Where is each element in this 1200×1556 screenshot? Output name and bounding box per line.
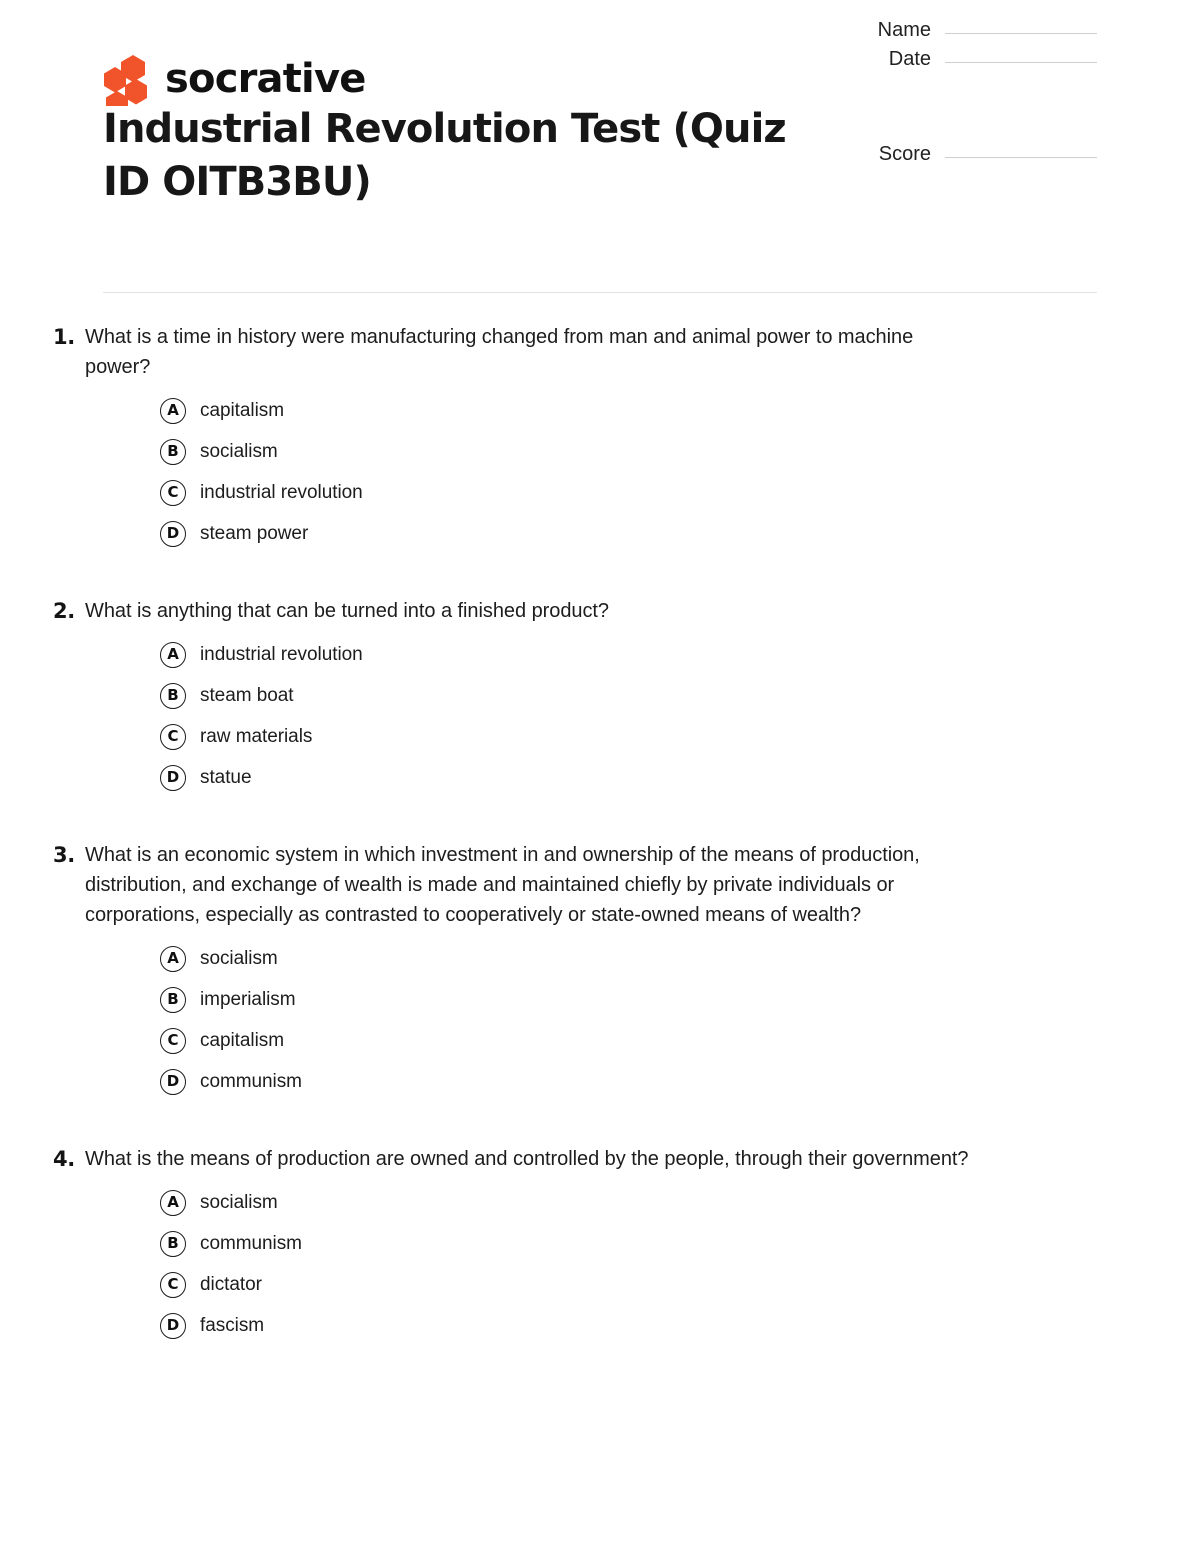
answer-option[interactable]: [0, 1223, 1097, 1264]
answer-bubble[interactable]: A: [160, 946, 186, 972]
name-field-row: [847, 20, 1097, 49]
answer-bubble[interactable]: B: [160, 439, 186, 465]
answer-text: socialism: [200, 1191, 278, 1213]
question-block: [0, 840, 1097, 1102]
answer-bubble[interactable]: B: [160, 1231, 186, 1257]
question-text: What is the means of production are owned and controlled by the people, through their government?: [85, 1148, 969, 1170]
socrative-wordmark: socrative: [165, 56, 366, 102]
answer-option[interactable]: [0, 716, 1097, 757]
date-label: Date: [888, 48, 931, 70]
questions-list: [0, 322, 1200, 1362]
question-header: [0, 322, 1097, 382]
question-block: [0, 596, 1097, 798]
date-field-row: [847, 49, 1097, 78]
question-number: 3.: [53, 843, 75, 867]
answer-options: [0, 634, 1097, 798]
question-header: [0, 596, 1097, 626]
answer-text: raw materials: [200, 725, 313, 747]
answer-option[interactable]: [0, 472, 1097, 513]
answer-bubble[interactable]: B: [160, 683, 186, 709]
header-divider: [103, 292, 1097, 293]
answer-text: industrial revolution: [200, 643, 363, 665]
date-input-line[interactable]: [945, 62, 1097, 63]
answer-bubble[interactable]: D: [160, 765, 186, 791]
question-block: [0, 322, 1097, 554]
answer-option[interactable]: [0, 1182, 1097, 1223]
score-field-row: [847, 144, 1097, 173]
answer-bubble[interactable]: C: [160, 1028, 186, 1054]
socrative-brand: [103, 52, 366, 108]
answer-option[interactable]: [0, 1020, 1097, 1061]
question-block: [0, 1144, 1097, 1346]
answer-text: socialism: [200, 947, 278, 969]
answer-options: [0, 390, 1097, 554]
answer-bubble[interactable]: B: [160, 987, 186, 1013]
answer-bubble[interactable]: C: [160, 724, 186, 750]
name-label: Name: [877, 19, 931, 41]
answer-bubble[interactable]: A: [160, 642, 186, 668]
answer-bubble[interactable]: C: [160, 1272, 186, 1298]
answer-option[interactable]: [0, 1061, 1097, 1102]
score-input-line[interactable]: [945, 157, 1097, 158]
question-header: [0, 840, 1097, 930]
answer-text: imperialism: [200, 988, 296, 1010]
question-number: 4.: [53, 1147, 75, 1171]
question-text: What is anything that can be turned into a finished product?: [85, 600, 610, 622]
answer-text: fascism: [200, 1314, 265, 1336]
question-text: What is an economic system in which investment in and ownership of the means of production, distribution, and exchange of wealth is made and maintained chiefly by private individuals or corporations, especially as contrasted to cooperatively or state-owned means of wealth?: [85, 844, 920, 926]
answer-text: dictator: [200, 1273, 262, 1295]
answer-text: capitalism: [200, 399, 284, 421]
answer-option[interactable]: [0, 1264, 1097, 1305]
answer-bubble[interactable]: D: [160, 521, 186, 547]
answer-text: steam power: [200, 522, 309, 544]
answer-option[interactable]: [0, 390, 1097, 431]
answer-bubble[interactable]: A: [160, 398, 186, 424]
question-number: 1.: [53, 325, 75, 349]
question-number: 2.: [53, 599, 75, 623]
answer-option[interactable]: [0, 1305, 1097, 1346]
answer-bubble[interactable]: D: [160, 1069, 186, 1095]
answer-bubble[interactable]: A: [160, 1190, 186, 1216]
answer-option[interactable]: [0, 513, 1097, 554]
answer-option[interactable]: [0, 938, 1097, 979]
page-header: [103, 0, 1097, 240]
answer-options: [0, 1182, 1097, 1346]
answer-bubble[interactable]: D: [160, 1313, 186, 1339]
answer-option[interactable]: [0, 675, 1097, 716]
page-title: Industrial Revolution Test (Quiz ID OITB3BU): [103, 106, 786, 205]
student-meta-block: [847, 20, 1097, 173]
answer-text: communism: [200, 1232, 302, 1254]
answer-text: socialism: [200, 440, 278, 462]
answer-text: communism: [200, 1070, 302, 1092]
answer-text: industrial revolution: [200, 481, 363, 503]
answer-option[interactable]: [0, 431, 1097, 472]
answer-options: [0, 938, 1097, 1102]
answer-text: capitalism: [200, 1029, 284, 1051]
answer-option[interactable]: [0, 757, 1097, 798]
name-input-line[interactable]: [945, 33, 1097, 34]
answer-text: steam boat: [200, 684, 294, 706]
score-label: Score: [878, 143, 931, 165]
socrative-hexagon-logo-icon: [103, 54, 151, 106]
question-header: [0, 1144, 1097, 1174]
question-text: What is a time in history were manufacturing changed from man and animal power to machine power?: [85, 326, 914, 378]
answer-text: statue: [200, 766, 252, 788]
answer-option[interactable]: [0, 634, 1097, 675]
answer-bubble[interactable]: C: [160, 480, 186, 506]
answer-option[interactable]: [0, 979, 1097, 1020]
